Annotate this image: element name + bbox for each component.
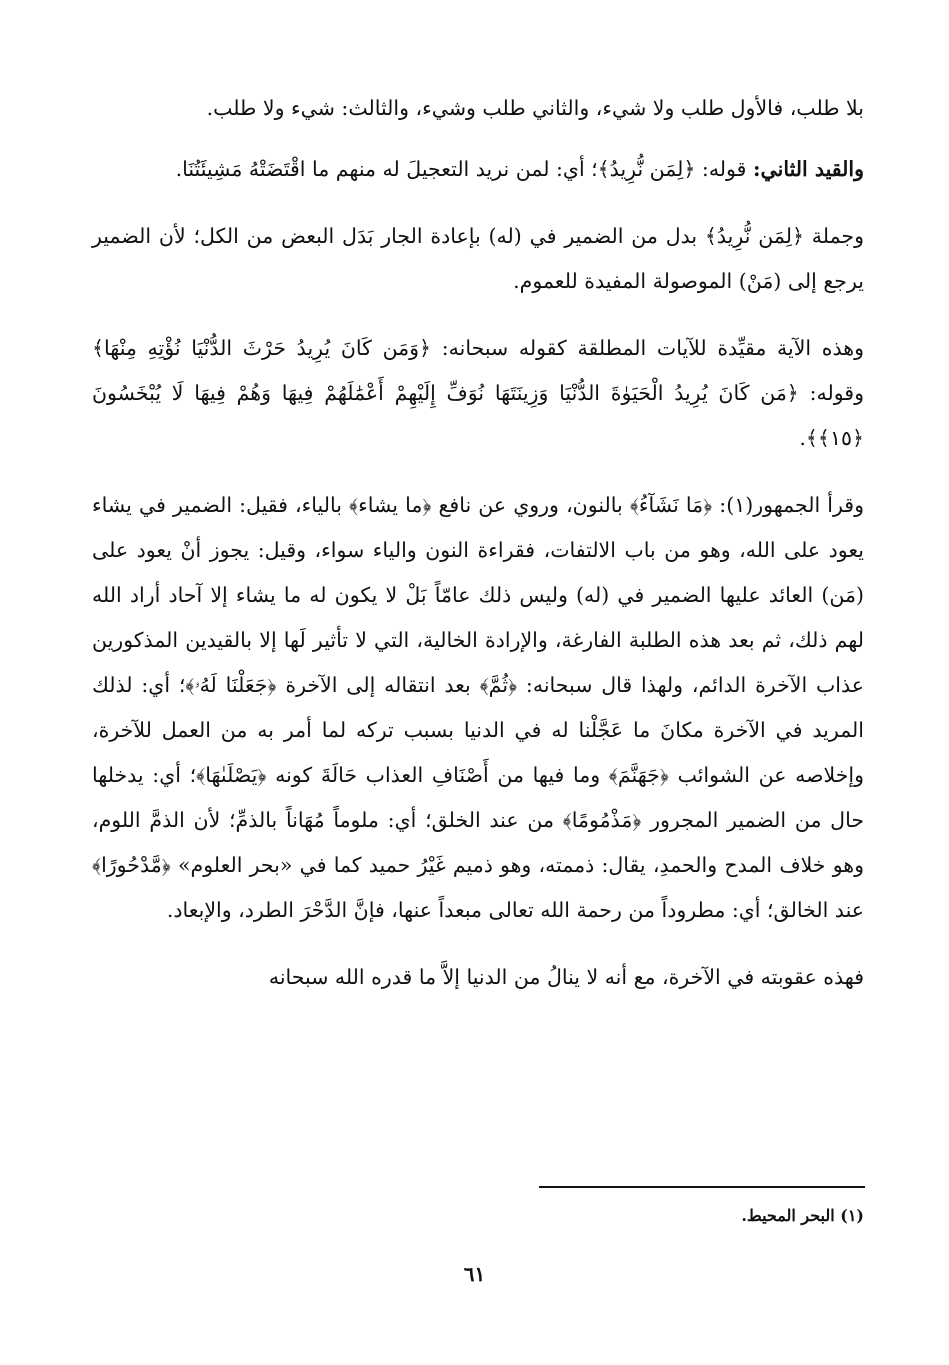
paragraph-2-text: قوله: ﴿لِمَن نُّرِيدُ﴾؛ أي: لمن نريد التعجيلَ له منهم ما اقْتَضَتْهُ مَشِيئَتُنَا. [175, 157, 753, 181]
page-number: ٦١ [463, 1262, 486, 1286]
page-body [92, 86, 864, 1022]
footnote-divider [539, 1186, 865, 1188]
paragraph-2 [92, 147, 864, 192]
paragraph-6: فهذه عقوبته في الآخرة، مع أنه لا ينالُ من الدنيا إلاَّ ما قدره الله سبحانه [268, 965, 864, 989]
paragraph-3: وجملة ﴿لِمَن نُّرِيدُ﴾ بدل من الضمير في (له) بإعادة الجار بَدَل البعض من الكل؛ لأن الضمير يرجع إلى (مَنْ) الموصولة المفيدة للعموم. [92, 224, 864, 293]
paragraph-1: بلا طلب، فالأول طلب ولا شيء، والثاني طلب وشيء، والثالث: شيء ولا طلب. [206, 96, 864, 120]
footnote: (١) البحر المحيط. [741, 1206, 864, 1225]
paragraph-2-lead: والقيد الثاني: [752, 157, 864, 181]
paragraph-4: وهذه الآية مقيِّدة للآيات المطلقة كقوله سبحانه: ﴿وَمَن كَانَ يُرِيدُ حَرْثَ الدُّنْيَا نُؤْتِهِ مِنْهَا﴾ وقوله: ﴿مَن كَانَ يُرِيدُ الْحَيَوٰةَ الدُّنْيَا وَزِينَتَهَا نُوَفِّ إِلَيْهِمْ أَعْمَٰلَهُمْ فِيهَا وَهُمْ فِيهَا لَا يُبْخَسُونَ ﴿١٥﴾﴾. [92, 336, 864, 450]
paragraph-5: وقرأ الجمهور(١): ﴿مَا نَشَآءُ﴾ بالنون، وروي عن نافع ﴿ما يشاء﴾ بالياء، فقيل: الضمير في يشاء يعود على الله، وهو من باب الالتفات، فقراءة النون والياء سواء، وقيل: يجوز أنْ يعود على (مَن) العائد عليها الضمير في (له) وليس ذلك عامّاً بَلْ لا يكون له ما يشاء إلا آحاد أراد الله لهم ذلك، ثم بعد هذه الطلبة الفارغة، والإرادة الخالية، التي لا تأثير لَها إلا بالقيدين المذكورين عذاب الآخرة الدائم، ولهذا قال سبحانه: ﴿ثُمَّ﴾ بعد انتقاله إلى الآخرة ﴿جَعَلْنَا لَهُۥ﴾؛ أي: لذلك المريد في الآخرة مكانَ ما عَجَّلْنا له في الدنيا بسبب تركه لما أمر به من العمل للآخرة، وإخلاصه عن الشوائب ﴿جَهَنَّمَ﴾ وما فيها من أَصْنَافِ العذاب حَالَةَ كونه ﴿يَصْلَىٰهَا﴾؛ أي: يدخلها حال من الضمير المجرور ﴿مَذْمُومًا﴾ من عند الخلق؛ أي: ملوماً مُهَاناً بالذمِّ؛ لأن الذمَّ اللوم، وهو خلاف المدح والحمدِ، يقال: ذممته، وهو ذميم غَيْرُ حميد كما في «بحر العلوم» ﴿مَّدْحُورًا﴾ عند الخالق؛ أي: مطروداً من رحمة الله تعالى مبعداً عنها، فإنَّ الدَّحْرَ الطرد، والإبعاد. [92, 493, 864, 922]
